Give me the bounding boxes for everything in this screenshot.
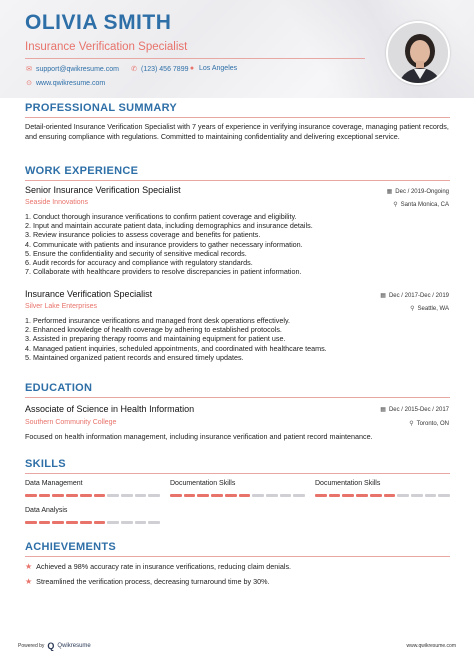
contact-phone <box>130 65 188 73</box>
contact-location <box>188 65 237 72</box>
skill-segment-filled <box>25 521 37 524</box>
calendar-icon: ▦ <box>380 293 386 299</box>
map-pin-icon: ● <box>189 65 195 72</box>
education-divider <box>25 397 450 398</box>
skill-bar-4 <box>25 521 160 524</box>
skill-segment-filled <box>239 494 251 497</box>
skill-segment-filled <box>39 494 51 497</box>
work-heading: WORK EXPERIENCE <box>25 165 139 177</box>
skill-segment-filled <box>315 494 327 497</box>
star-icon: ★ <box>25 562 33 571</box>
skill-segment-filled <box>170 494 182 497</box>
job-location-2 <box>410 305 449 312</box>
list-item: 4. Communicate with patients and insurance providers to gather necessary information. <box>25 239 303 249</box>
skill-segment-empty <box>397 494 409 497</box>
candidate-name: OLIVIA SMITH <box>25 11 172 34</box>
website-text: www.qwikresume.com <box>36 79 106 87</box>
list-item: 2. Enhanced knowledge of health coverage by adhering to established protocols. <box>25 325 282 335</box>
skill-segment-filled <box>370 494 382 497</box>
achievement-text-1: Achieved a 98% accuracy rate in insurance verifications, reducing claim denials. <box>36 562 292 571</box>
skill-segment-empty <box>411 494 423 497</box>
list-item: 3. Review insurance policies to assess coverage and benefits for patients. <box>25 230 261 240</box>
skill-segment-empty <box>425 494 437 497</box>
job-title-2: Insurance Verification Specialist <box>25 289 153 299</box>
achievement-item-1 <box>25 562 291 571</box>
education-location <box>409 420 449 427</box>
skill-segment-filled <box>39 521 51 524</box>
skill-segment-filled <box>197 494 209 497</box>
skill-segment-filled <box>329 494 341 497</box>
list-item: 6. Audit records for accuracy and compliance with regulatory standards. <box>25 258 253 268</box>
skill-bar-2 <box>170 494 305 497</box>
skill-segment-empty <box>121 494 133 497</box>
job-location-text-2: Seattle, WA <box>417 305 449 312</box>
skill-bar-1 <box>25 494 160 497</box>
skill-segment-filled <box>384 494 396 497</box>
profile-photo <box>386 21 450 85</box>
skill-segment-empty <box>438 494 450 497</box>
list-item: 7. Collaborate with healthcare providers to resolve discrepancies in patient information. <box>25 267 302 277</box>
footer-branding <box>18 641 91 651</box>
skill-label-2: Documentation Skills <box>170 480 236 487</box>
job-dates-2 <box>380 292 449 299</box>
summary-heading: PROFESSIONAL SUMMARY <box>25 102 178 114</box>
skill-segment-empty <box>252 494 264 497</box>
link-icon: ⊙ <box>26 80 32 87</box>
calendar-icon: ▦ <box>386 189 393 195</box>
skill-segment-filled <box>225 494 237 497</box>
job-bullets-2 <box>25 316 450 362</box>
skill-segment-filled <box>184 494 196 497</box>
email-text: support@qwikresume.com <box>36 65 119 73</box>
skill-segment-filled <box>25 494 37 497</box>
skill-segment-empty <box>148 494 160 497</box>
skill-segment-filled <box>52 521 64 524</box>
skills-heading: SKILLS <box>25 458 66 470</box>
skill-segment-empty <box>293 494 305 497</box>
job-dates-text-1: Dec / 2019-Ongoing <box>395 188 449 195</box>
summary-divider <box>25 117 450 118</box>
job-dates-text-2: Dec / 2017-Dec / 2019 <box>388 292 449 299</box>
skill-segment-empty <box>135 494 147 497</box>
list-item: 2. Input and maintain accurate patient data, including demographics and insurance details. <box>25 221 313 231</box>
education-text: Focused on health information management, including insurance verification and patient record maintenance. <box>25 432 373 441</box>
envelope-icon: ✉ <box>26 66 32 73</box>
job-dates-1 <box>387 188 449 195</box>
job-title-1: Senior Insurance Verification Specialist <box>25 185 181 195</box>
achievements-divider <box>25 556 450 557</box>
footer-url[interactable]: www.qwikresume.com <box>406 643 456 649</box>
skill-segment-empty <box>280 494 292 497</box>
degree-title: Associate of Science in Health Information <box>25 404 195 414</box>
candidate-title: Insurance Verification Specialist <box>25 41 188 53</box>
education-heading: EDUCATION <box>25 382 93 394</box>
education-dates <box>380 406 449 413</box>
skill-segment-filled <box>356 494 368 497</box>
calendar-icon: ▦ <box>380 407 386 413</box>
list-item: 1. Performed insurance verifications and managed front desk operations effectively. <box>25 316 291 325</box>
skills-divider <box>25 473 450 474</box>
skill-segment-filled <box>94 521 106 524</box>
list-item: 5. Ensure the confidentiality and security of sensitive medical records. <box>25 248 247 258</box>
contact-website[interactable] <box>25 79 105 87</box>
achievements-heading: ACHIEVEMENTS <box>25 541 116 553</box>
skill-label-3: Documentation Skills <box>315 480 381 487</box>
map-pin-icon: ⚲ <box>410 306 415 312</box>
list-item: 3. Assisted in preparing therapy rooms and maintaining equipment for patient use. <box>25 334 286 344</box>
job-company-1: Seaside Innovations <box>25 199 89 206</box>
skill-label-1: Data Management <box>25 480 83 487</box>
list-item: 5. Maintained organized patient records and ensured timely updates. <box>25 352 244 362</box>
phone-icon: ✆ <box>131 66 137 73</box>
skill-bar-3 <box>315 494 450 497</box>
job-location-text-1: Santa Monica, CA <box>400 201 449 208</box>
skill-segment-filled <box>66 494 78 497</box>
star-icon: ★ <box>25 577 33 586</box>
brand-name: Qwikresume <box>57 643 91 649</box>
skill-segment-empty <box>121 521 133 524</box>
education-location-text: Toronto, ON <box>416 420 449 427</box>
skill-segment-filled <box>211 494 223 497</box>
contact-email[interactable] <box>25 65 119 73</box>
skill-segment-empty <box>266 494 278 497</box>
powered-by-label: Powered by <box>18 643 45 649</box>
education-dates-text: Dec / 2015-Dec / 2017 <box>388 406 449 413</box>
job-company-2: Silver Lake Enterprises <box>25 303 97 310</box>
skill-segment-filled <box>52 494 64 497</box>
skill-label-4: Data Analysis <box>25 507 68 514</box>
skill-segment-filled <box>66 521 78 524</box>
list-item: 1. Conduct thorough insurance verifications to confirm patient coverage and eligibility. <box>25 212 297 221</box>
skill-segment-empty <box>107 521 119 524</box>
skill-segment-filled <box>80 494 92 497</box>
header-divider <box>25 58 365 59</box>
phone-text: (123) 456 7899 <box>141 65 189 73</box>
map-pin-icon: ⚲ <box>409 421 414 427</box>
skill-segment-empty <box>148 521 160 524</box>
job-bullets-1 <box>25 212 450 276</box>
skill-segment-filled <box>80 521 92 524</box>
skill-segment-empty <box>135 521 147 524</box>
map-pin-icon: ⚲ <box>393 202 398 208</box>
work-divider <box>25 180 450 181</box>
achievement-text-2: Streamlined the verification process, decreasing turnaround time by 30%. <box>36 577 270 586</box>
school-name: Southern Community College <box>25 419 117 426</box>
job-location-1 <box>393 201 449 208</box>
skill-segment-empty <box>107 494 119 497</box>
achievement-item-2 <box>25 577 270 586</box>
location-text: Los Angeles <box>199 65 238 72</box>
list-item: 4. Managed patient inquiries, scheduled appointments, and coordinated with healthcare teams. <box>25 343 327 353</box>
skill-segment-filled <box>94 494 106 497</box>
summary-text: Detail-oriented Insurance Verification Specialist with 7 years of experience in verifying insurance coverage, managing patient records, and ensuring compliance with regulations. Committed to maintaining confidentiality and delivering exceptional service. <box>25 122 449 141</box>
qwikresume-logo-icon: Q <box>47 641 55 651</box>
skill-segment-filled <box>342 494 354 497</box>
